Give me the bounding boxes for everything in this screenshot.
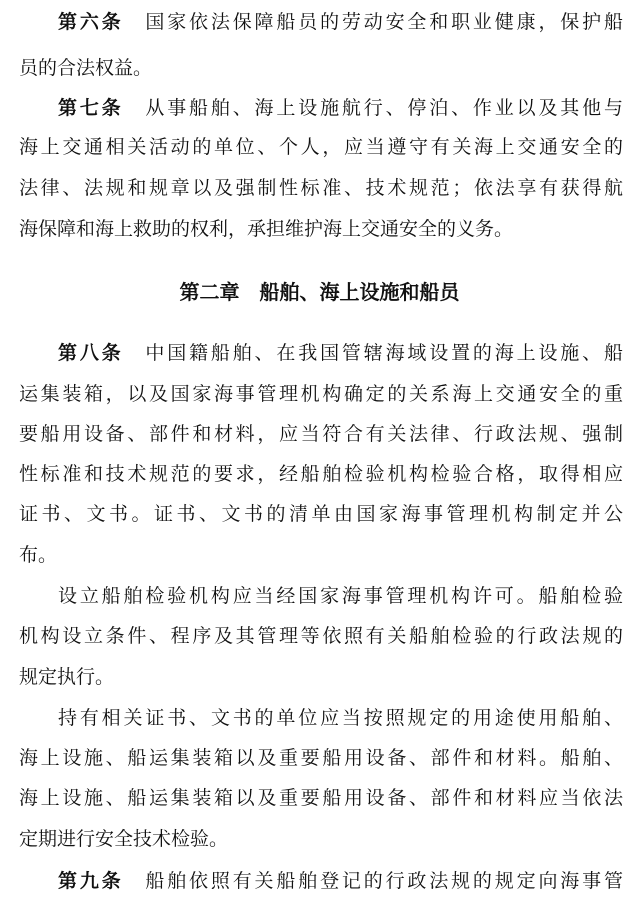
article-7-heading: 第七条 (58, 97, 124, 119)
article-7-text: 从事船舶、海上设施航行、停泊、作业以及其他与 (145, 97, 623, 119)
article-8-para-2-line-1: 设立船舶检验机构应当经国家海事管理机构许可。船舶检验 (58, 585, 623, 607)
article-8-para-3-line-3: 海上设施、船运集装箱以及重要船用设备、部件和材料应当依法 (19, 787, 623, 809)
article-6-line-2: 员的合法权益。 (19, 57, 153, 79)
article-7-line-3: 法律、法规和规章以及强制性标准、技术规范；依法享有获得航 (19, 177, 623, 199)
article-7-first-line (58, 90, 623, 126)
article-8-para-3-line-1: 持有相关证书、文书的单位应当按照规定的用途使用船舶、 (58, 707, 623, 729)
article-8-first-line (58, 335, 623, 371)
article-8-text: 中国籍船舶、在我国管辖海域设置的海上设施、船 (145, 342, 623, 364)
article-8-para-3-line-4: 定期进行安全技术检验。 (19, 828, 229, 850)
article-8-line-2: 运集装箱，以及国家海事管理机构确定的关系海上交通安全的重 (19, 383, 623, 405)
article-9-first-line (58, 863, 623, 899)
article-6-heading: 第六条 (58, 11, 124, 33)
article-7-line-4: 海保障和海上救助的权利，承担维护海上交通安全的义务。 (19, 218, 514, 240)
article-8-line-3: 要船用设备、部件和材料，应当符合有关法律、行政法规、强制 (19, 423, 623, 445)
article-8-line-5: 证书、文书。证书、文书的清单由国家海事管理机构制定并公 (19, 503, 623, 525)
article-6-first-line (58, 4, 623, 40)
article-9-heading: 第九条 (58, 870, 124, 892)
article-8-para-2-line-3: 规定执行。 (19, 666, 115, 688)
article-6-text: 国家依法保障船员的劳动安全和职业健康，保护船 (145, 11, 623, 33)
article-9-text: 船舶依照有关船舶登记的行政法规的规定向海事管 (145, 870, 623, 892)
article-8-para-2-line-2: 机构设立条件、程序及其管理等依照有关船舶检验的行政法规的 (19, 625, 623, 647)
article-8-line-6: 布。 (19, 544, 58, 566)
article-8-para-3-line-2: 海上设施、船运集装箱以及重要船用设备、部件和材料。船舶、 (19, 747, 623, 769)
article-8-heading: 第八条 (58, 342, 124, 364)
article-8-line-4: 性标准和技术规范的要求，经船舶检验机构检验合格，取得相应 (19, 463, 623, 485)
chapter-2-title: 第二章 船舶、海上设施和船员 (179, 280, 460, 304)
article-7-line-2: 海上交通相关活动的单位、个人，应当遵守有关海上交通安全的 (19, 136, 623, 158)
